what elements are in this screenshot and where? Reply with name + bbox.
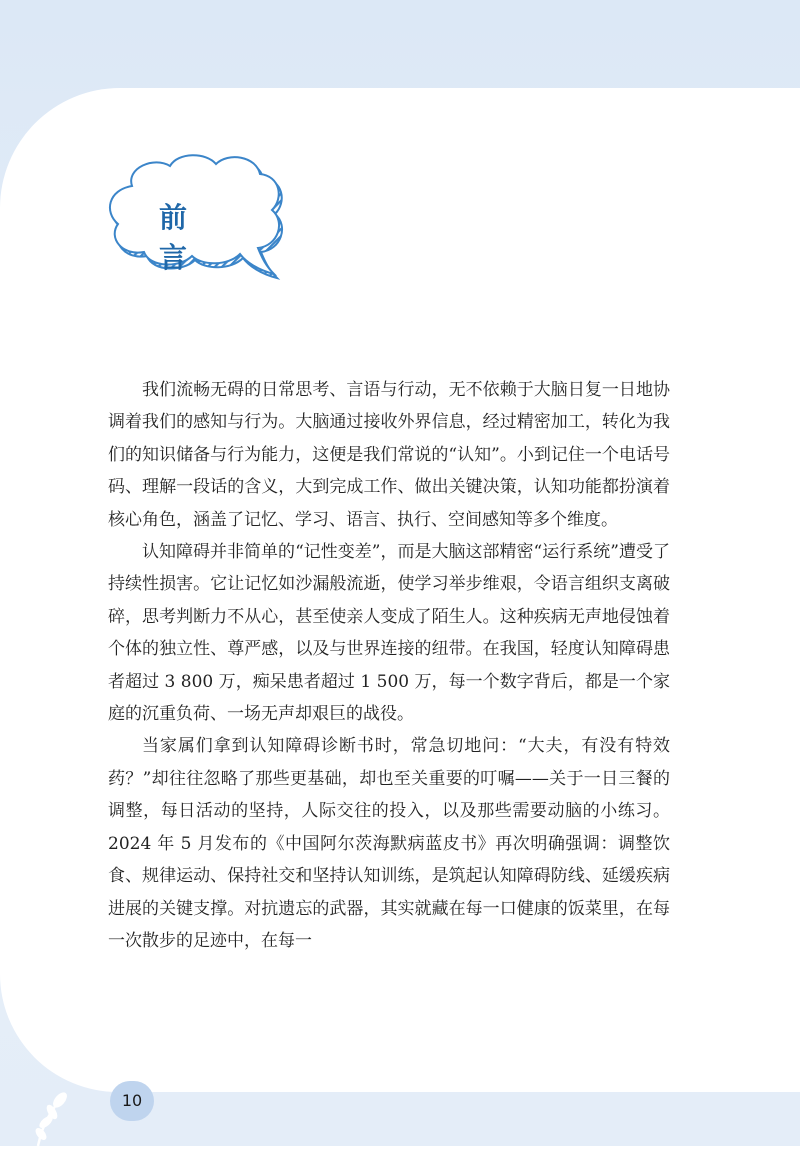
body-text (108, 374, 670, 957)
paragraph: 认知障碍并非简单的“记性变差”，而是大脑这部精密“运行系统”遭受了持续性损害。它让记忆如沙漏般流逝，使学习举步维艰，令语言组织支离破碎，思考判断力不从心，甚至使亲人变成了陌生人。这种疾病无声地侵蚀着个体的独立性、尊严感，以及与世界连接的纽带。在我国，轻度认知障碍患者超过 3 800 万，痴呆患者超过 1 500 万，每一个数字背后，都是一个家庭的沉重负荷、一场无声却艰巨的战役。 (108, 542, 670, 725)
paragraph: 我们流畅无碍的日常思考、言语与行动，无不依赖于大脑日复一日地协调着我们的感知与行为。大脑通过接收外界信息，经过精密加工，转化为我们的知识储备与行为能力，这便是我们常说的“认知”。小到记住一个电话号码、理解一段话的含义，大到完成工作、做出关键决策，认知功能都扮演着核心角色，涵盖了记忆、学习、语言、执行、空间感知等多个维度。 (108, 380, 670, 530)
page-title: 前 言 (159, 201, 214, 274)
leaf-icon (24, 1090, 84, 1150)
page-number-badge (110, 1081, 154, 1121)
paragraph: 当家属们拿到认知障碍诊断书时，常急切地问：“大夫，有没有特效药？”却往往忽略了那些更基础，却也至关重要的叮嘱——关于一日三餐的调整，每日活动的坚持，人际交往的投入，以及那些需要动脑的小练习。2024 年 5 月发布的《中国阿尔茨海默病蓝皮书》再次明确强调：调整饮食、规律运动、保持社交和坚持认知训练，是筑起认知障碍防线、延缓疾病进展的关键支撑。对抗遗忘的武器，其实就藏在每一口健康的饭菜里，在每一次散步的足迹中，在每一 (108, 736, 670, 951)
heading-cloud-icon (104, 150, 284, 282)
page-number: 10 (121, 1091, 143, 1110)
